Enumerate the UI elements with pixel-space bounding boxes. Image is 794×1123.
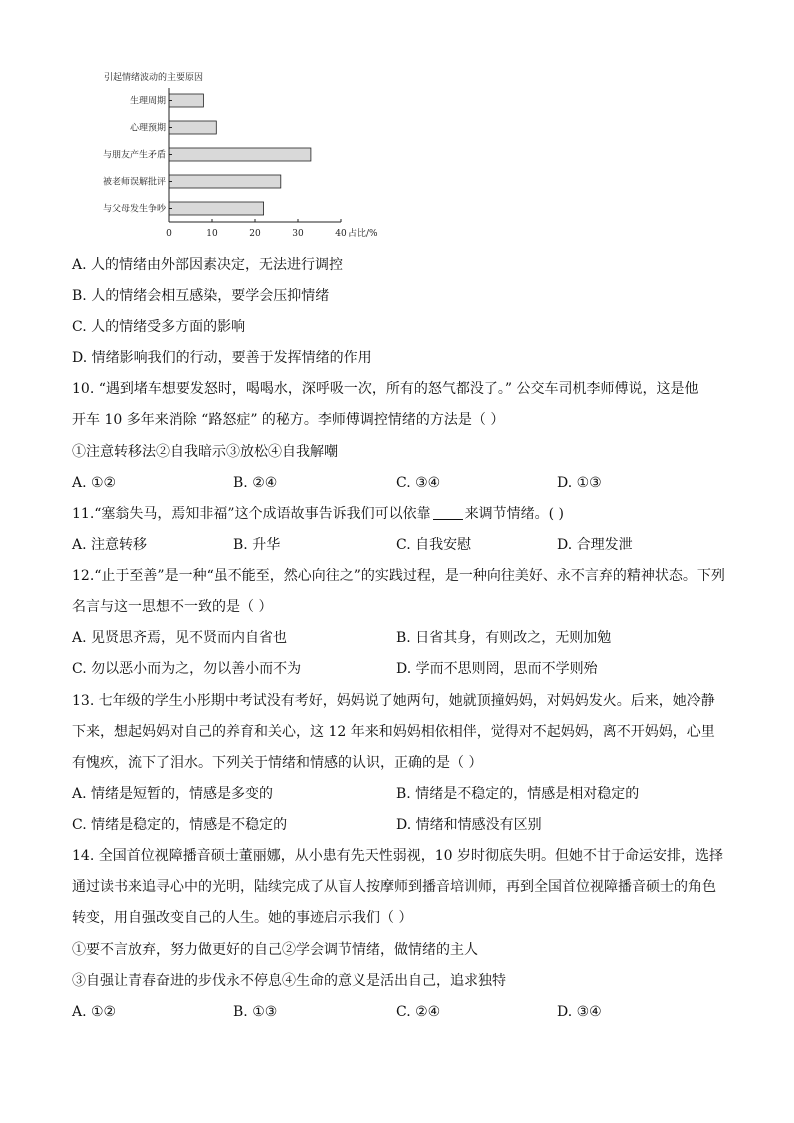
q12-stem-line1: 12.“止于至善”是一种“虽不能至，然心向往之”的实践过程，是一种向往美好、永不言弃的精神状态。下列 — [72, 568, 725, 584]
q11-option-a: A. 注意转移 — [72, 537, 148, 553]
q9-option-d: D. 情绪影响我们的行动，要善于发挥情绪的作用 — [72, 350, 372, 366]
q14-stem-line3: 转变，用自强改变自己的人生。她的事迹启示我们（ ） — [72, 910, 413, 926]
q10-option-c: C. ③④ — [396, 475, 441, 491]
q13-option-d: D. 情绪和情感没有区别 — [396, 817, 542, 833]
q14-stem-line1: 14. 全国首位视障播音硕士董丽娜，从小患有先天性弱视，10 岁时彻底失明。但她不甘于命运安排，选择 — [72, 848, 723, 864]
q12-stem-line2: 名言与这一思想不一致的是（ ） — [72, 599, 273, 615]
bar — [169, 94, 203, 107]
q11-option-c: C. 自我安慰 — [396, 537, 472, 553]
q11-blank — [433, 505, 463, 520]
q11-stem — [72, 503, 754, 525]
q13-option-a: A. 情绪是短暂的，情感是多变的 — [72, 786, 274, 802]
q12-option-a: A. 见贤思齐焉，见不贤而内自省也 — [72, 630, 288, 646]
q9-option-b: B. 人的情绪会相互感染，要学会压抑情绪 — [72, 288, 330, 304]
q10-statements: ①注意转移法②自我暗示③放松④自我解嘲 — [72, 444, 338, 460]
q10-option-a: A. ①② — [72, 475, 117, 491]
q13-stem-line1: 13. 七年级的学生小彤期中考试没有考好，妈妈说了她两句，她就顶撞妈妈，对妈妈发火。后来，她冷静 — [72, 693, 715, 709]
x-axis-label: 占比/% — [348, 229, 378, 239]
q9-option-a: A. 人的情绪由外部因素决定，无法进行调控 — [72, 257, 344, 273]
q14-option-c: C. ②④ — [396, 1004, 441, 1020]
q13-stem-line2: 下来，想起妈妈对自己的养育和关心，这 12 年来和妈妈相依相伴，觉得对不起妈妈，离不开妈妈，心里 — [72, 724, 715, 740]
category-label: 生理周期 — [129, 96, 166, 107]
bar — [169, 148, 311, 161]
q11-stem-before: 11.“塞翁失马，焉知非福”这个成语故事告诉我们可以依靠 — [72, 506, 431, 522]
category-label: 与父母发生争吵 — [102, 204, 166, 215]
category-label: 与朋友产生矛盾 — [102, 150, 166, 161]
q12-option-d: D. 学而不思则罔，思而不学则殆 — [396, 661, 598, 677]
x-tick-label: 0 — [166, 229, 172, 239]
x-tick-label: 30 — [292, 229, 304, 239]
q9-option-c: C. 人的情绪受多方面的影响 — [72, 319, 246, 335]
q14-statements-line1: ①要不言放弃，努力做更好的自己②学会调节情绪，做情绪的主人 — [72, 942, 478, 958]
q11-stem-after: 来调节情绪。( ) — [464, 506, 564, 522]
q14-stem-line2: 通过读书来追寻心中的光明，陆续完成了从盲人按摩师到播音培训师，再到全国首位视障播音硕士的角色 — [72, 879, 716, 895]
x-tick-label: 20 — [249, 229, 261, 239]
q10-stem-line2: 开车 10 多年来消除 “路怒症” 的秘方。李师傅调控情绪的方法是（ ） — [72, 412, 505, 428]
bar — [169, 175, 281, 188]
q12-option-c: C. 勿以恶小而为之，勿以善小而不为 — [72, 661, 302, 677]
q13-stem-line3: 有愧疚，流下了泪水。下列关于情绪和情感的认识，正确的是（ ） — [72, 755, 483, 771]
bar — [169, 121, 216, 134]
q14-option-b: B. ①③ — [233, 1004, 278, 1020]
x-tick-label: 10 — [206, 229, 218, 239]
q14-statements-line2: ③自强让青春奋进的步伐永不停息④生命的意义是活出自己，追求独特 — [72, 973, 506, 989]
q11-option-d: D. 合理发泄 — [557, 537, 633, 553]
q10-option-b: B. ②④ — [233, 475, 278, 491]
q10-stem-line1: 10. “遇到堵车想要发怒时，喝喝水，深呼吸一次，所有的怒气都没了。” 公交车司机李师傅说，这是他 — [72, 381, 699, 397]
q12-option-b: B. 日省其身，有则改之，无则加勉 — [396, 630, 612, 646]
bar-chart — [80, 64, 380, 242]
chart-title: 引起情绪波动的主要原因 — [104, 73, 204, 83]
q11-option-b: B. 升华 — [233, 537, 281, 553]
category-label: 心理预期 — [129, 123, 166, 134]
q14-option-d: D. ③④ — [557, 1004, 602, 1020]
q10-option-d: D. ①③ — [557, 475, 602, 491]
bar — [169, 202, 264, 215]
x-tick-label: 40 — [335, 229, 347, 239]
category-label: 被老师误解批评 — [102, 177, 166, 188]
q13-option-c: C. 情绪是稳定的，情感是不稳定的 — [72, 817, 288, 833]
q14-option-a: A. ①② — [72, 1004, 117, 1020]
q13-option-b: B. 情绪是不稳定的，情感是相对稳定的 — [396, 786, 640, 802]
